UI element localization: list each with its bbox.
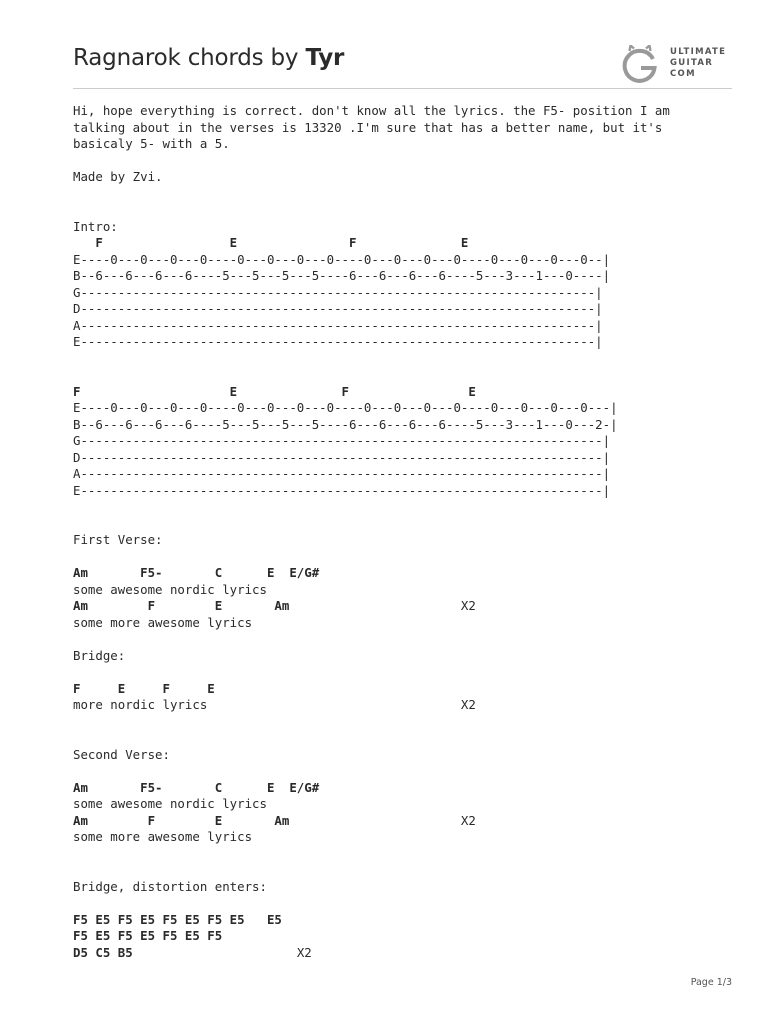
text-line (73, 301, 670, 318)
chord-line (73, 945, 670, 962)
line-text: F5 E5 F5 E5 F5 E5 F5 E5 E5 (73, 911, 282, 927)
line-text: B--6---6---6---6----5---5---5---5----6---6---6---6----5---3---1---0---2-| (73, 416, 618, 432)
chord-line (73, 813, 670, 830)
chord-line (73, 780, 670, 797)
text-line (73, 862, 670, 879)
line-text: talking about in the verses is 13320 .I'm sure that has a better name, but it's (73, 119, 663, 135)
line-text: Am F E Am (73, 598, 290, 613)
line-text: Intro: (73, 218, 118, 234)
text-line (73, 334, 670, 351)
line-text: Bridge, distortion enters: (73, 878, 267, 894)
line-text: A----------------------------------------------------------------------| (73, 466, 611, 481)
line-text: basicaly 5- with a 5. (73, 136, 230, 151)
logo-wordmark (670, 47, 726, 80)
line-text: A---------------------------------------------------------------------| (73, 317, 603, 333)
line-text: E----0---0---0---0----0---0---0---0----0---0---0---0----0---0---0---0--| (73, 251, 611, 267)
chord-line (73, 235, 670, 252)
text-line (73, 615, 670, 632)
line-text: more nordic lyrics (73, 697, 208, 712)
repeat-marker: X2 (296, 944, 312, 960)
text-line (73, 202, 670, 219)
text-line (73, 169, 670, 186)
line-text: Am F5- C E E/G# (73, 779, 320, 795)
chord-line (73, 928, 670, 945)
text-line (73, 367, 670, 384)
text-line (73, 120, 670, 137)
repeat-marker: X2 (460, 598, 476, 613)
artist-name: Tyr (305, 45, 345, 71)
line-text: F E F E (73, 383, 476, 399)
text-line (73, 417, 670, 434)
line-text: E----------------------------------------------------------------------| (73, 482, 611, 498)
line-text: F5 E5 F5 E5 F5 E5 F5 (73, 928, 223, 943)
text-line (73, 532, 670, 549)
line-text: some awesome nordic lyrics (73, 796, 267, 811)
chord-line (73, 681, 670, 698)
text-line (73, 136, 670, 153)
ultimate-guitar-logo-icon (620, 45, 660, 85)
line-text: Bridge: (73, 647, 126, 663)
text-line (73, 433, 670, 450)
repeat-marker: X2 (460, 812, 476, 828)
text-line (73, 582, 670, 599)
text-line (73, 549, 670, 566)
title-prefix: Ragnarok chords by (73, 45, 306, 71)
logo-line-3: COM (670, 69, 696, 79)
line-text: G----------------------------------------------------------------------| (73, 433, 611, 448)
text-line (73, 318, 670, 335)
line-text: Am F E Am (73, 812, 290, 828)
line-text: G---------------------------------------------------------------------| (73, 284, 603, 300)
chord-line (73, 565, 670, 582)
line-text: Am F5- C E E/G# (73, 565, 320, 580)
line-text: Hi, hope everything is correct. don't know all the lyrics. the F5- position I am (73, 103, 670, 118)
text-line (73, 103, 670, 120)
text-line (73, 763, 670, 780)
line-text: D---------------------------------------------------------------------| (73, 301, 603, 316)
text-line (73, 631, 670, 648)
text-line (73, 895, 670, 912)
line-text: F E F E (73, 680, 215, 696)
text-line (73, 499, 670, 516)
line-text: B--6---6---6---6----5---5---5---5----6---6---6---6----5---3---1---0----| (73, 268, 611, 283)
text-line (73, 664, 670, 681)
logo-line-1: ULTIMATE (670, 47, 727, 57)
text-line (73, 829, 670, 846)
text-line (73, 351, 670, 368)
text-line (73, 252, 670, 269)
text-line (73, 879, 670, 896)
text-line (73, 219, 670, 236)
text-line (73, 846, 670, 863)
line-text: some more awesome lyrics (73, 614, 253, 630)
page-number: Page 1/3 (690, 977, 732, 988)
line-text: E----0---0---0---0----0---0---0---0----0---0---0---0----0---0---0---0---| (73, 400, 618, 415)
line-text: D----------------------------------------------------------------------| (73, 449, 611, 465)
repeat-marker: X2 (460, 697, 476, 712)
text-line (73, 730, 670, 747)
text-line (73, 648, 670, 665)
line-text: Made by Zvi. (73, 169, 163, 184)
logo-line-2: GUITAR (670, 58, 714, 68)
text-line (73, 268, 670, 285)
chord-line (73, 912, 670, 929)
line-text: F E F E (73, 235, 469, 250)
chord-line (73, 598, 670, 615)
text-line (73, 516, 670, 533)
line-text: E---------------------------------------------------------------------| (73, 334, 603, 349)
text-line (73, 450, 670, 467)
text-line (73, 714, 670, 731)
text-line (73, 697, 670, 714)
text-line (73, 483, 670, 500)
text-line (73, 747, 670, 764)
chord-line (73, 384, 670, 401)
chord-sheet (73, 103, 670, 961)
text-line (73, 285, 670, 302)
line-text: D5 C5 B5 (73, 944, 133, 960)
text-line (73, 400, 670, 417)
page-header (73, 40, 732, 89)
text-line (73, 466, 670, 483)
ultimate-guitar-logo[interactable] (620, 43, 732, 83)
line-text: some more awesome lyrics (73, 829, 253, 844)
page-title (73, 45, 344, 71)
line-text: some awesome nordic lyrics (73, 581, 267, 597)
line-text: First Verse: (73, 532, 163, 547)
text-line (73, 186, 670, 203)
text-line (73, 153, 670, 170)
line-text: Second Verse: (73, 746, 170, 762)
text-line (73, 796, 670, 813)
